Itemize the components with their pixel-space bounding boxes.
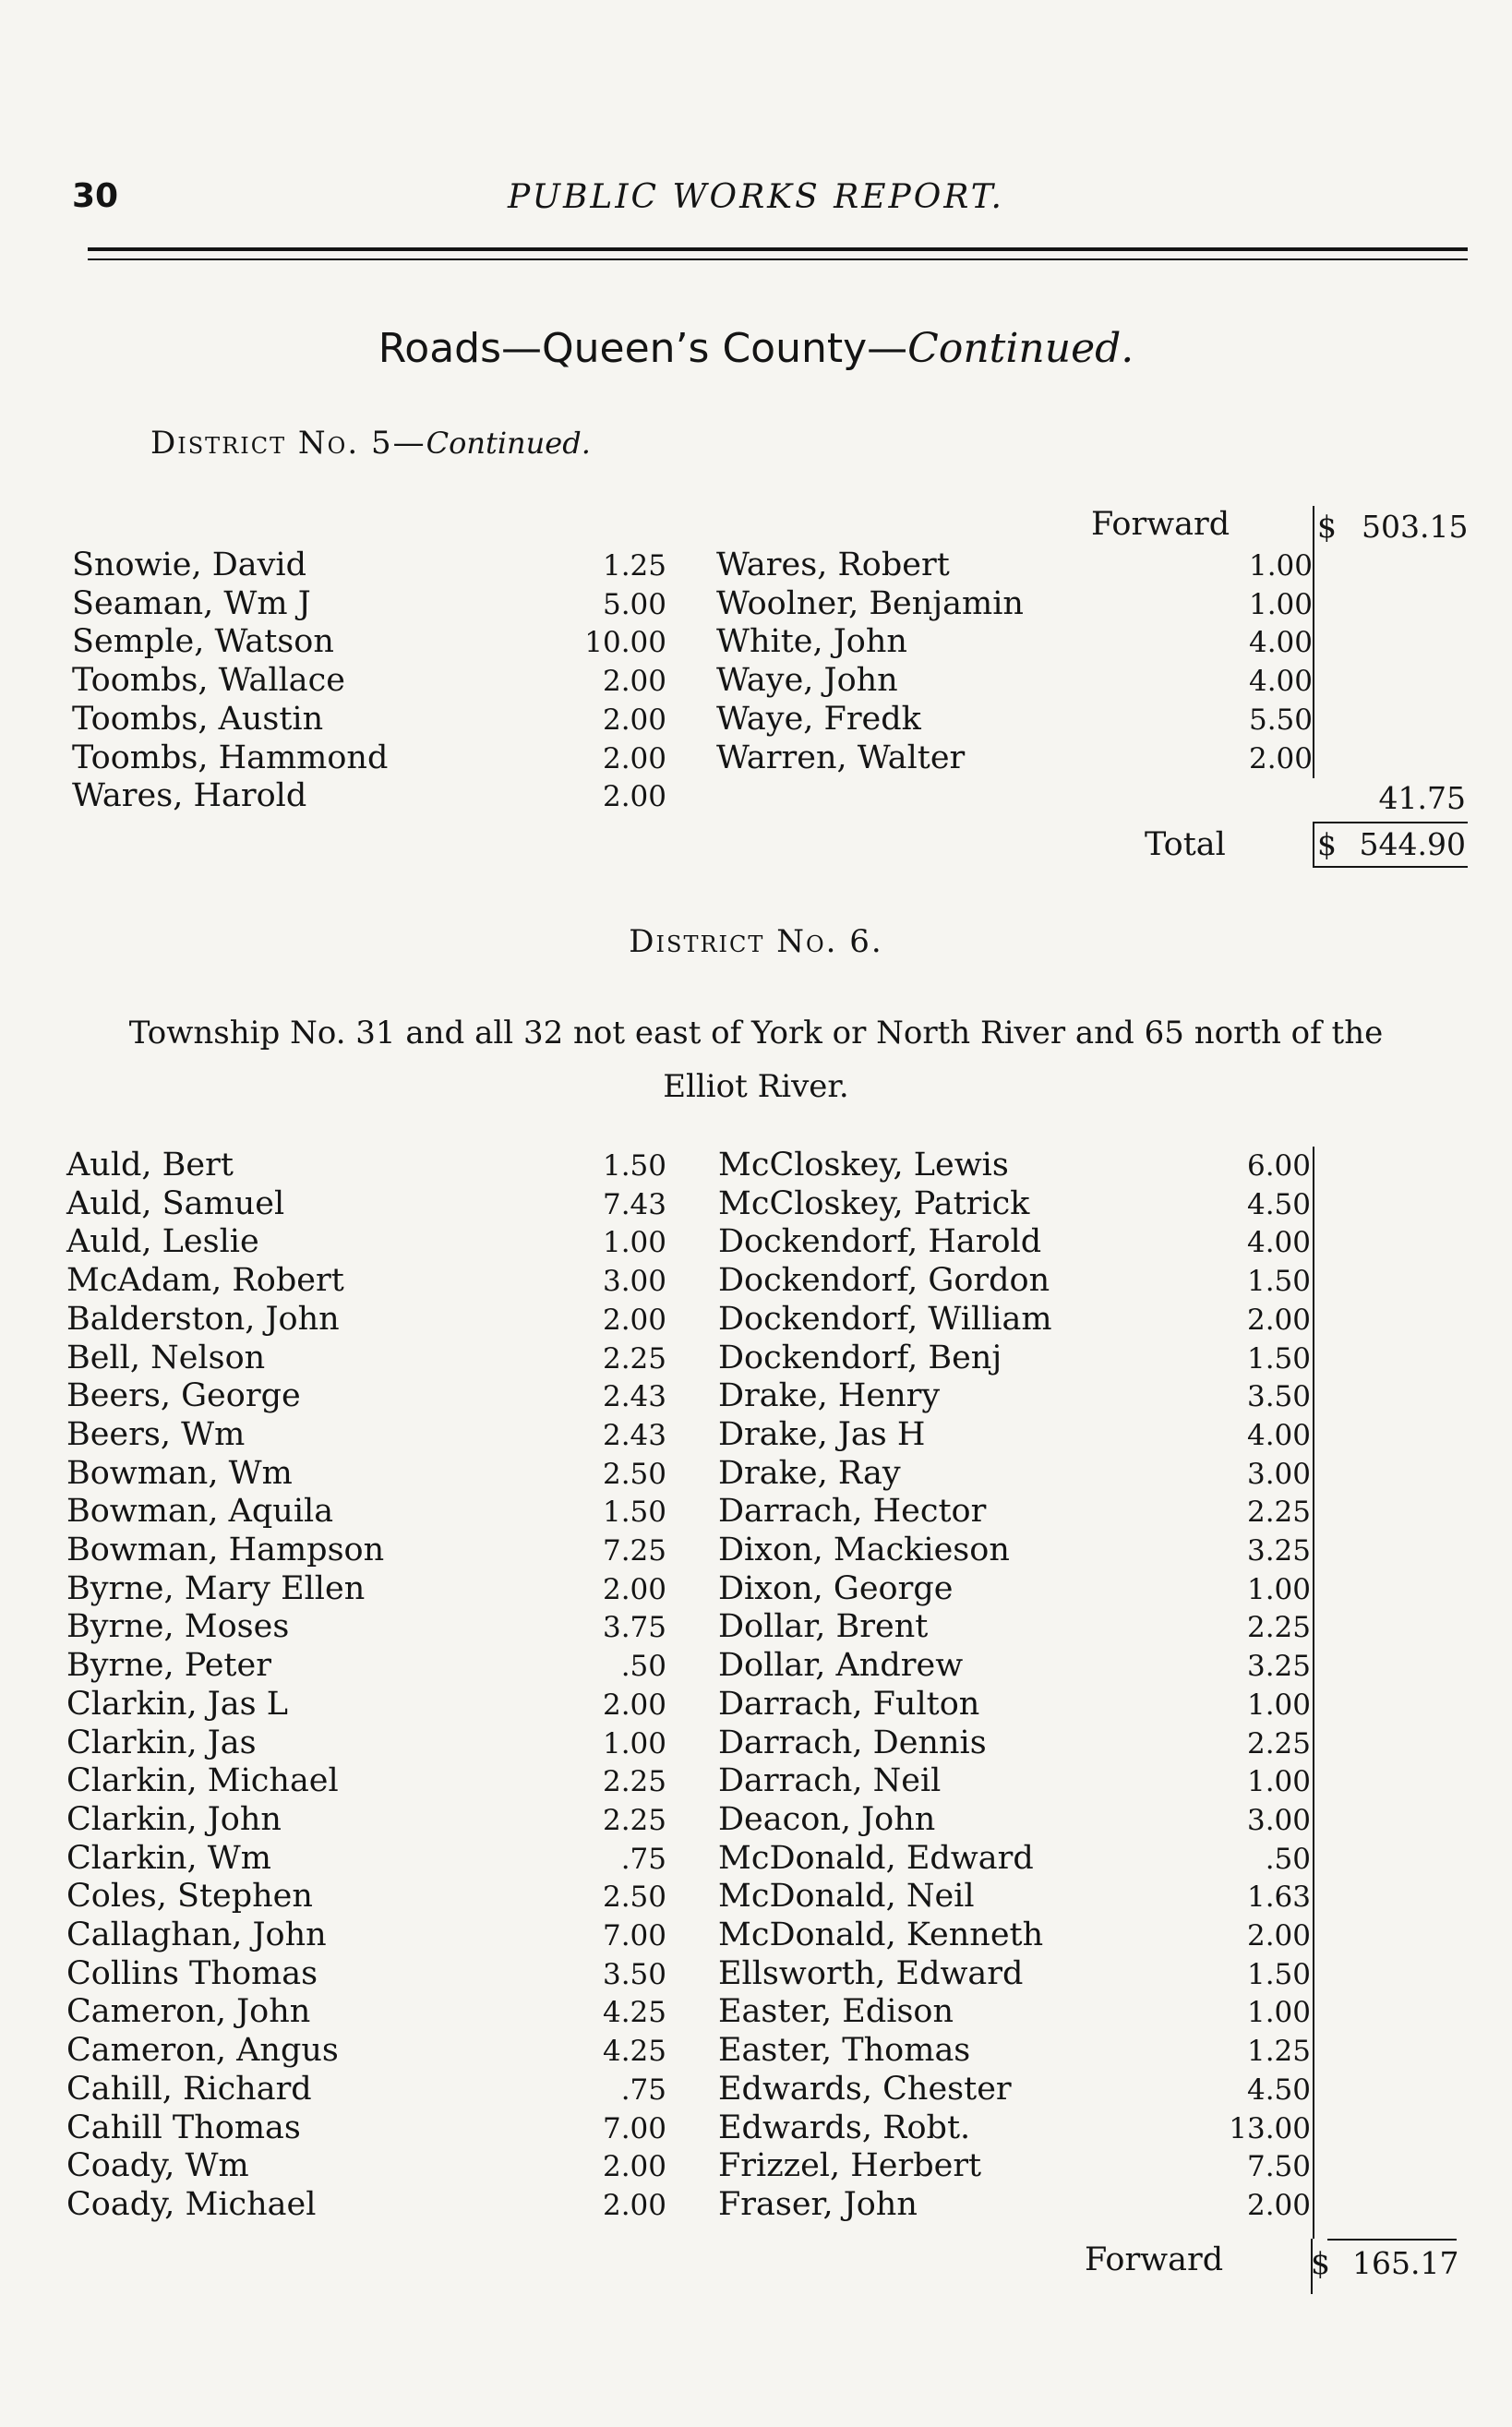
entry-amount: 2.25 — [1246, 1611, 1311, 1645]
entry-name: Bell, Nelson — [66, 1339, 266, 1376]
entry-amount: 1.50 — [602, 1496, 666, 1530]
entry-amount: 2.00 — [602, 665, 666, 699]
header-rule-thin — [88, 258, 1468, 260]
entry-name: Waye, Fredk — [716, 700, 921, 738]
district-6-forward-rule-top — [1327, 2239, 1457, 2241]
entry-name: Dockendorf, Gordon — [718, 1262, 1050, 1300]
district-5-heading — [150, 425, 591, 462]
entry-name: Beers, Wm — [66, 1415, 246, 1453]
district-5-subtotal: 41.75 — [1378, 780, 1466, 816]
entry-amount: 4.00 — [1248, 626, 1313, 660]
entry-name: Frizzel, Herbert — [718, 2147, 982, 2185]
district-5-total-dollar: $ — [1317, 826, 1337, 862]
entry-name: Toombs, Hammond — [72, 739, 389, 776]
entry-name: Auld, Samuel — [66, 1184, 285, 1222]
entry-name: Drake, Henry — [718, 1377, 941, 1415]
entry-name: White, John — [716, 623, 907, 661]
entry-amount: 1.00 — [602, 1726, 666, 1760]
district-5-heading-text: District No. 5— — [150, 425, 426, 462]
entry-amount: 2.00 — [602, 2150, 666, 2184]
entry-name: Coady, Wm — [66, 2147, 249, 2185]
entry-name: Seaman, Wm J — [72, 584, 311, 622]
entry-amount: 1.00 — [1246, 1996, 1311, 2030]
entry-name: Wares, Harold — [72, 777, 307, 815]
entry-amount: 1.50 — [1246, 1341, 1311, 1376]
entry-name: Darrach, Dennis — [718, 1724, 987, 1761]
district-5-total-left-rule — [1313, 822, 1314, 866]
entry-amount: 10.00 — [584, 626, 666, 660]
entry-amount: 1.25 — [602, 549, 666, 583]
entry-amount: 1.50 — [602, 1149, 666, 1183]
entry-name: Toombs, Austin — [72, 700, 324, 738]
district-5-total-label: Total — [1145, 826, 1226, 863]
entry-name: Easter, Thomas — [718, 2032, 971, 2070]
entry-name: Dollar, Andrew — [718, 1647, 964, 1685]
district-5-heading-continued: Continued. — [426, 426, 591, 461]
entry-name: Edwards, Robt. — [718, 2109, 971, 2146]
entry-amount: 7.50 — [1246, 2150, 1311, 2184]
entry-name: Drake, Ray — [718, 1454, 901, 1492]
entry-name: Fraser, John — [718, 2185, 918, 2223]
entry-amount: .75 — [620, 2073, 666, 2107]
entry-name: Clarkin, Michael — [66, 1762, 339, 1800]
entry-amount: 2.50 — [602, 1457, 666, 1491]
entry-name: Coady, Michael — [66, 2185, 317, 2223]
page-title-continued: Continued. — [907, 325, 1134, 372]
entry-amount: 1.00 — [1246, 1572, 1311, 1606]
entry-amount: 4.50 — [1246, 2073, 1311, 2107]
entry-amount: 2.25 — [602, 1803, 666, 1837]
entry-amount: 4.50 — [1246, 1187, 1311, 1221]
entry-name: McAdam, Robert — [66, 1262, 344, 1300]
entry-amount: 2.43 — [602, 1380, 666, 1414]
district-6-forward-dollar: $ — [1311, 2245, 1330, 2281]
entry-name: Dockendorf, Harold — [718, 1223, 1042, 1261]
entry-amount: 1.50 — [1246, 1265, 1311, 1299]
entry-name: Cameron, Angus — [66, 2032, 339, 2070]
district-6-heading: District No. 6. — [629, 923, 883, 960]
entry-name: Bowman, Hampson — [66, 1532, 385, 1568]
entry-name: Clarkin, Jas L — [66, 1685, 288, 1723]
entry-amount: 5.50 — [1248, 703, 1313, 737]
entry-amount: 1.00 — [1246, 1765, 1311, 1799]
entry-name: Semple, Watson — [72, 623, 334, 661]
entry-amount: 2.00 — [1246, 1919, 1311, 1952]
entry-amount: 2.25 — [602, 1341, 666, 1376]
entry-amount: 1.00 — [1248, 587, 1313, 621]
entry-amount: 1.63 — [1246, 1880, 1311, 1915]
entry-name: Clarkin, Wm — [66, 1839, 271, 1877]
district-5-forward-amount: 503.15 — [1362, 509, 1469, 545]
header-rule-thick — [88, 247, 1468, 251]
entry-amount: 7.43 — [602, 1187, 666, 1221]
entry-name: Ellsworth, Edward — [718, 1954, 1024, 1992]
entry-name: Easter, Edison — [718, 1993, 954, 2031]
page-title — [0, 325, 1512, 372]
entry-name: Auld, Bert — [66, 1147, 234, 1183]
district-5-total-rule — [1313, 866, 1468, 868]
district-5-total-amount: 544.90 — [1359, 826, 1466, 862]
entry-amount: 3.00 — [1246, 1457, 1311, 1491]
entry-name: Dollar, Brent — [718, 1608, 929, 1646]
entry-name: Byrne, Moses — [66, 1608, 290, 1646]
entry-name: Beers, George — [66, 1377, 301, 1415]
entry-name: Waye, John — [716, 662, 898, 700]
entry-amount: 4.00 — [1246, 1418, 1311, 1452]
entry-name: Coles, Stephen — [66, 1878, 313, 1916]
entry-amount: 2.43 — [602, 1418, 666, 1452]
entry-amount: .50 — [1265, 1842, 1311, 1876]
entry-name: Dockendorf, William — [718, 1300, 1052, 1338]
entry-name: McDonald, Edward — [718, 1839, 1034, 1877]
entry-amount: 13.00 — [1229, 2111, 1311, 2145]
entry-amount: 2.00 — [602, 1303, 666, 1337]
entry-name: Edwards, Chester — [718, 2070, 1012, 2108]
entry-amount: 2.00 — [1248, 741, 1313, 775]
page-number: 30 — [72, 177, 119, 215]
entry-amount: 4.00 — [1248, 665, 1313, 699]
district-6-forward-label: Forward — [1085, 2241, 1224, 2278]
entry-name: McCloskey, Patrick — [718, 1184, 1030, 1222]
running-head: PUBLIC WORKS REPORT. — [508, 178, 1004, 216]
entry-name: McCloskey, Lewis — [718, 1147, 1009, 1183]
entry-name: Wares, Robert — [716, 547, 950, 583]
entry-amount: 2.00 — [602, 703, 666, 737]
entry-name: McDonald, Neil — [718, 1878, 975, 1916]
township-line-1: Township No. 31 and all 32 not east of York or North River and 65 north of the — [128, 1015, 1384, 1051]
entry-amount: 2.00 — [602, 1572, 666, 1606]
entry-amount: 3.25 — [1246, 1534, 1311, 1568]
entry-amount: 6.00 — [1246, 1149, 1311, 1183]
entry-amount: 2.00 — [602, 780, 666, 814]
entry-amount: 1.00 — [602, 1226, 666, 1260]
entry-amount: 2.00 — [602, 2188, 666, 2222]
entry-name: Darrach, Fulton — [718, 1685, 980, 1723]
entry-name: Dockendorf, Benj — [718, 1339, 1002, 1376]
entry-name: Woolner, Benjamin — [716, 584, 1024, 622]
entry-amount: 2.00 — [1246, 1303, 1311, 1337]
entry-amount: 2.00 — [602, 741, 666, 775]
entry-name: Byrne, Mary Ellen — [66, 1569, 366, 1607]
district-6-amount-column-rule — [1313, 1147, 1314, 2239]
entry-amount: 2.25 — [602, 1765, 666, 1799]
entry-amount: .50 — [620, 1650, 666, 1684]
entry-amount: 7.25 — [602, 1534, 666, 1568]
entry-amount: 2.50 — [602, 1880, 666, 1915]
entry-name: Warren, Walter — [716, 739, 966, 776]
entry-name: Cameron, John — [66, 1993, 311, 2031]
entry-name: Drake, Jas H — [718, 1415, 926, 1453]
district-5-subtotal-rule — [1313, 822, 1468, 823]
entry-name: Toombs, Wallace — [72, 662, 345, 700]
district-6-forward-amount: 165.17 — [1352, 2245, 1459, 2281]
entry-name: McDonald, Kenneth — [718, 1916, 1044, 1953]
entry-name: Darrach, Hector — [718, 1493, 987, 1531]
district-5-total-column-rule — [1313, 506, 1314, 778]
entry-name: Balderston, John — [66, 1300, 340, 1338]
entry-name: Collins Thomas — [66, 1954, 318, 1992]
entry-amount: 2.25 — [1246, 1726, 1311, 1760]
page-title-main: Roads—Queen’s County— — [378, 325, 908, 372]
entry-amount: 3.25 — [1246, 1650, 1311, 1684]
entry-amount: 3.50 — [602, 1957, 666, 1991]
township-line-2: Elliot River. — [663, 1068, 849, 1105]
entry-name: Auld, Leslie — [66, 1223, 259, 1261]
entry-name: Dixon, Mackieson — [718, 1532, 1010, 1568]
entry-amount: 4.25 — [602, 1996, 666, 2030]
entry-name: Callaghan, John — [66, 1916, 327, 1953]
entry-amount: 1.00 — [1246, 1688, 1311, 1722]
entry-amount: 2.00 — [1246, 2188, 1311, 2222]
entry-amount: 1.50 — [1246, 1957, 1311, 1991]
entry-amount: 4.00 — [1246, 1226, 1311, 1260]
entry-name: Deacon, John — [718, 1800, 936, 1838]
entry-name: Cahill Thomas — [66, 2109, 301, 2146]
district-5-forward-dollar: $ — [1317, 509, 1337, 545]
entry-amount: 1.25 — [1246, 2035, 1311, 2069]
entry-amount: 3.00 — [602, 1265, 666, 1299]
entry-amount: 1.00 — [1248, 549, 1313, 583]
entry-amount: 4.25 — [602, 2035, 666, 2069]
entry-amount: 3.50 — [1246, 1380, 1311, 1414]
entry-name: Bowman, Wm — [66, 1454, 293, 1492]
entry-amount: 3.75 — [602, 1611, 666, 1645]
entry-amount: 2.25 — [1246, 1496, 1311, 1530]
entry-name: Bowman, Aquila — [66, 1493, 334, 1531]
entry-amount: 2.00 — [602, 1688, 666, 1722]
entry-name: Clarkin, Jas — [66, 1724, 257, 1761]
entry-amount: 3.00 — [1246, 1803, 1311, 1837]
entry-amount: .75 — [620, 1842, 666, 1876]
township-description — [0, 1006, 1512, 1113]
entry-name: Snowie, David — [72, 547, 307, 583]
entry-amount: 7.00 — [602, 1919, 666, 1952]
entry-name: Cahill, Richard — [66, 2070, 312, 2108]
entry-name: Darrach, Neil — [718, 1762, 942, 1800]
entry-name: Clarkin, John — [66, 1800, 282, 1838]
entry-amount: 5.00 — [602, 587, 666, 621]
district-5-forward-label: Forward — [1091, 506, 1230, 543]
entry-name: Dixon, George — [718, 1569, 954, 1607]
entry-name: Byrne, Peter — [66, 1647, 271, 1685]
entry-amount: 7.00 — [602, 2111, 666, 2145]
